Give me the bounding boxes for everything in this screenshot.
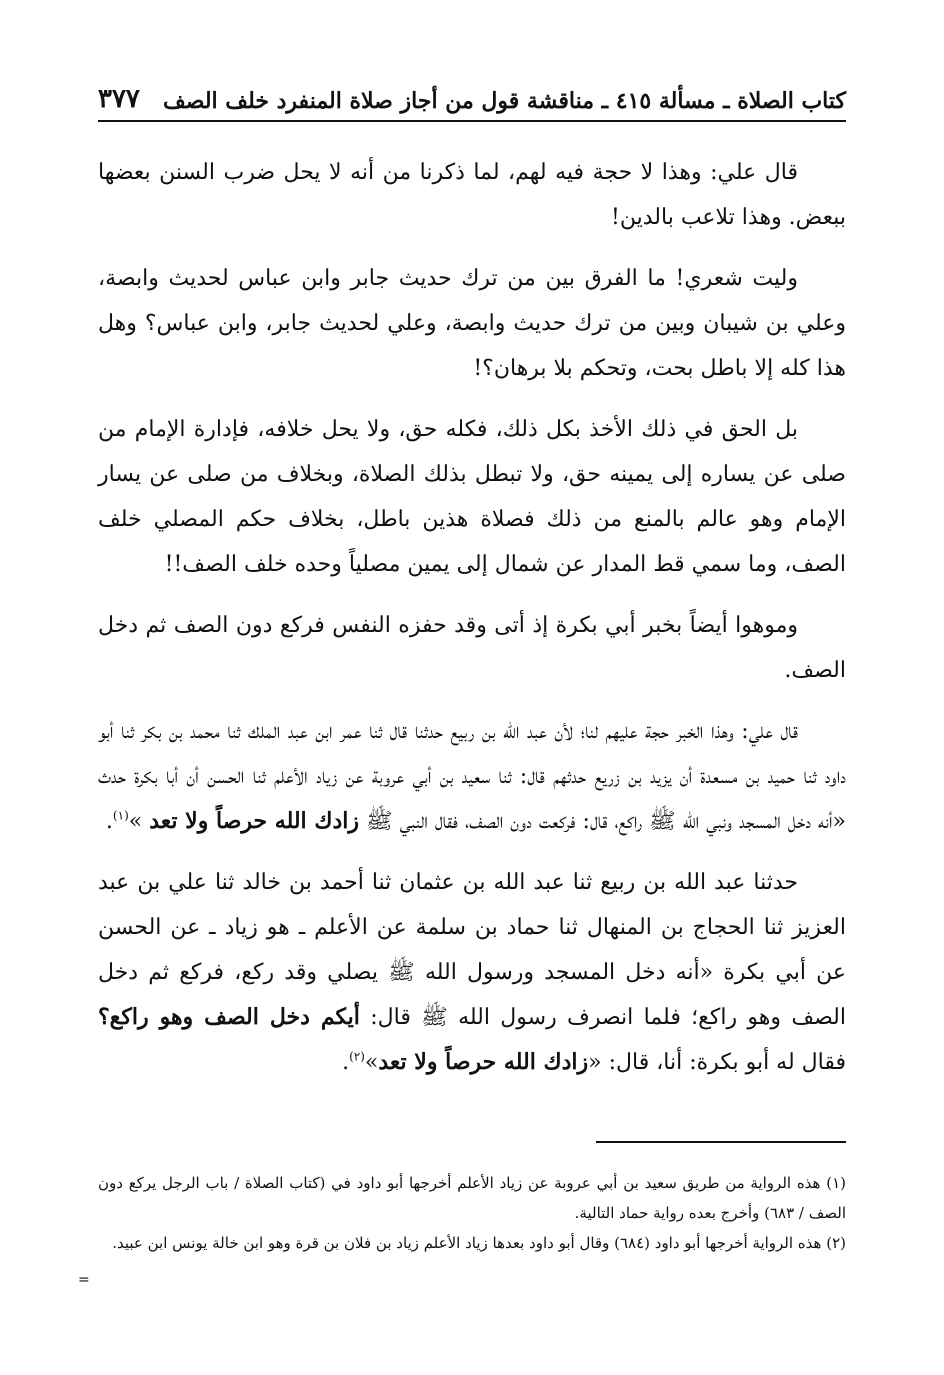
- sentence-end: .: [105, 809, 113, 834]
- paragraph-3: [98, 407, 846, 587]
- page-number: ٣٧٧: [98, 84, 140, 114]
- paragraph-2: [98, 256, 846, 391]
- paragraph-text: قال علي: وهذا لا حجة فيه لهم، لما ذكرنا من أنه لا يحل ضرب السنن بعضها ببعض. وهذا تلاعب بالدين!: [98, 160, 846, 230]
- footnote-1: (١) هذه الرواية من طريق سعيد بن أبي عروبة عن زياد الأعلم أخرجها أبو داود في (كتاب الصلاة / باب الرجل يركع دون الصف / ٦٨٣) وأخرج بعده رواية حماد التالية.: [98, 1174, 846, 1222]
- hadith-quote: زادك الله حرصاً ولا تعد: [378, 1049, 589, 1075]
- quote-close: »: [128, 809, 143, 834]
- paragraph-text: وموهوا أيضاً بخبر أبي بكرة إذ أتى وقد حفزه النفس فركع دون الصف ثم دخل الصف.: [98, 613, 846, 683]
- paragraph-text: حدثنا عبد الله بن ربيع ثنا عبد الله بن عثمان ثنا أحمد بن خالد ثنا علي بن عبد العزيز ثنا الحجاج بن المنهال ثنا حماد بن سلمة عن الأعلم ـ هو زياد ـ عن الحسن عن أبي بكرة «أنه دخل المسجد ورسول الله ﷺ يصلي وقد ركع، فركع ثم دخل الصف وهو راكع؛ فلما انصرف رسول الله ﷺ قال:: [98, 870, 846, 1030]
- header-title: كتاب الصلاة ـ مسألة ٤١٥ ـ مناقشة قول من أجاز صلاة المنفرد خلف الصف: [162, 88, 846, 114]
- footnote-ref-2[interactable]: (٢): [349, 1049, 365, 1064]
- footnote-ref-1[interactable]: (١): [112, 808, 129, 823]
- footnote-separator: [596, 1141, 846, 1143]
- paragraph-text: قال علي: وهذا الخبر حجة عليهم لنا؛ لأن عبد الله بن ربيع حدثنا قال ثنا عمر ابن عبد الملك ثنا محمد بن بكر ثنا أبو داود ثنا حميد بن مسعدة أن يزيد بن زريع حدثهم قال: ثنا سعيد بن أبي عروبة عن زياد الأعلم ثنا الحسن أن أبا بكرة حدث «أنه دخل المسجد ونبي الله ﷺ راكع، قال: فركعت دون الصف، فقال النبي ﷺ: [98, 719, 846, 834]
- hadith-quote: زادك الله حرصاً ولا تعد: [149, 808, 359, 834]
- sentence-end: .: [342, 1050, 350, 1075]
- quote-close: »: [364, 1050, 379, 1075]
- footnotes: [98, 1168, 846, 1258]
- paragraph-6: [98, 860, 846, 1085]
- running-header: [98, 72, 846, 122]
- paragraph-5: [98, 709, 846, 844]
- paragraph-text: بل الحق في ذلك الأخذ بكل ذلك، فكله حق، ولا يحل خلافه، فإدارة الإمام من صلى عن يساره إلى يمينه حق، ولا تبطل بذلك الصلاة، وبخلاف من صلى عن يسار الإمام وهو عالم بالمنع من ذلك فصلاة هذين باطل، بخلاف حكم المصلي خلف الصف، وما سمي قط المدار عن شمال إلى يمين مصلياً وحده خلف الصف!!: [98, 417, 846, 577]
- paragraph-text: وليت شعري! ما الفرق بين من ترك حديث جابر وابن عباس لحديث وابصة، وعلي بن شيبان وبين من ترك حديث وابصة، وعلي لحديث جابر، وابن عباس؟ وهل هذا كله إلا باطل بحت، وتحكم بلا برهان؟!: [98, 266, 846, 381]
- hadith-quote: أيكم دخل الصف وهو راكع؟: [98, 1004, 360, 1030]
- paragraph-text-cont: فقال له أبو بكرة: أنا، قال: «: [588, 1050, 846, 1075]
- footnote-2: (٢) هذه الرواية أخرجها أبو داود (٦٨٤) وقال أبو داود بعدها زياد الأعلم زياد بن فلان بن قرة وهو ابن خالة يونس ابن عبيد.: [112, 1234, 846, 1252]
- margin-mark: =: [78, 1272, 90, 1288]
- paragraph-1: [98, 150, 846, 240]
- main-text: [98, 150, 846, 1085]
- paragraph-4: [98, 603, 846, 693]
